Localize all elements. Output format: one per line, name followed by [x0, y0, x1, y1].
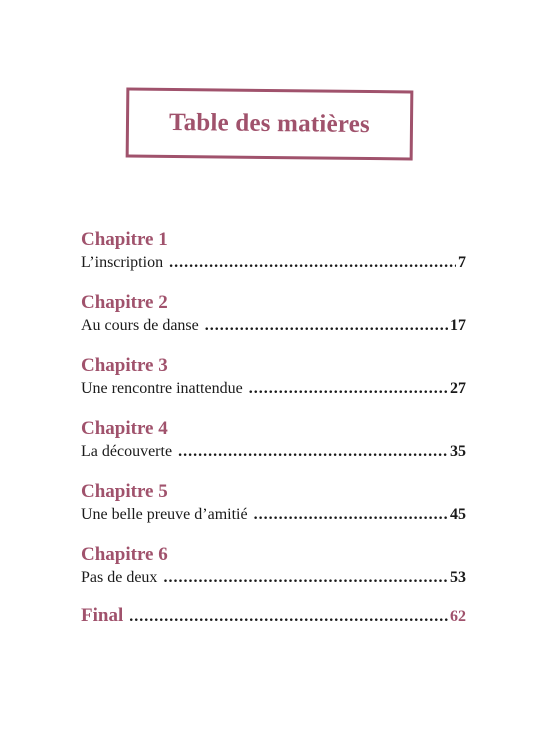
page-number: 45	[450, 506, 466, 523]
toc-chapter-4	[81, 417, 466, 463]
dot-leader	[205, 315, 448, 337]
chapter-title: L’inscription	[81, 254, 164, 271]
chapter-title: Au cours de danse	[81, 317, 199, 334]
page-title: Table des matières	[168, 108, 371, 139]
chapter-heading: Chapitre 5	[81, 481, 168, 502]
toc-chapter-6	[81, 543, 466, 589]
page-number: 7	[458, 254, 466, 271]
dot-leader	[178, 441, 448, 463]
dot-leader	[254, 504, 448, 526]
table-of-contents	[81, 228, 466, 628]
page-number: 17	[450, 317, 466, 334]
dot-leader	[249, 378, 448, 400]
title-frame	[126, 87, 414, 160]
toc-entry[interactable]	[81, 378, 466, 400]
dot-leader	[169, 252, 456, 274]
chapter-heading: Chapitre 6	[81, 544, 168, 565]
toc-chapter-5	[81, 480, 466, 526]
toc-entry[interactable]	[81, 252, 466, 274]
page-number: 62	[450, 608, 466, 625]
toc-entry[interactable]	[81, 504, 466, 526]
chapter-heading: Chapitre 3	[81, 355, 168, 376]
toc-chapter-1	[81, 228, 466, 274]
dot-leader	[163, 567, 448, 589]
dot-leader	[129, 605, 448, 629]
final-label: Final	[81, 605, 124, 626]
toc-chapter-3	[81, 354, 466, 400]
toc-chapter-2	[81, 291, 466, 337]
chapter-heading: Chapitre 2	[81, 292, 168, 313]
chapter-title: Pas de deux	[81, 569, 158, 586]
page-number: 53	[450, 569, 466, 586]
chapter-title: Une belle preuve d’amitié	[81, 506, 248, 523]
page-number: 35	[450, 443, 466, 460]
chapter-heading: Chapitre 1	[81, 229, 168, 250]
toc-entry[interactable]	[81, 315, 466, 337]
chapter-heading: Chapitre 4	[81, 418, 168, 439]
chapter-title: La découverte	[81, 443, 173, 460]
page-number: 27	[450, 380, 466, 397]
chapter-title: Une rencontre inattendue	[81, 380, 243, 397]
toc-entry[interactable]	[81, 567, 466, 589]
toc-final-entry[interactable]	[81, 604, 466, 628]
toc-entry[interactable]	[81, 441, 466, 463]
